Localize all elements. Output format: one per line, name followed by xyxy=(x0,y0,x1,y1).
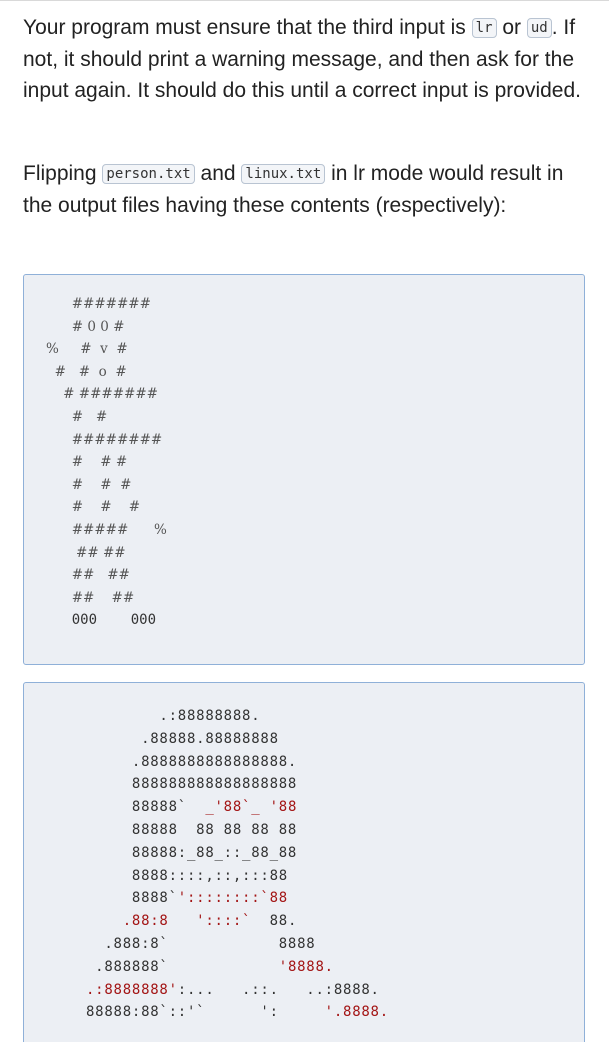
p2-text-b: and xyxy=(194,162,242,185)
linux-line-13b: :... .::. ..:8888. xyxy=(177,981,380,998)
linux-output-codeblock xyxy=(23,682,585,1042)
code-person-txt: person.txt xyxy=(102,164,194,184)
p2-text-a: Flipping xyxy=(23,162,103,185)
person-line-11: ##### % xyxy=(46,521,167,538)
person-line-14: ## ## xyxy=(46,589,135,606)
linux-line-5b: _'88`_ xyxy=(205,799,261,816)
code-linux-txt: linux.txt xyxy=(241,164,325,184)
linux-line-10a: .88:8 xyxy=(86,913,197,930)
linux-line-12a: .888888` xyxy=(86,958,279,975)
linux-line-6: 88888 88 88 88 88 xyxy=(86,821,298,838)
linux-line-14a: 88888:88`::'` ': xyxy=(86,1004,325,1021)
linux-line-9a: 8888` xyxy=(86,890,178,907)
person-line-9: # # # xyxy=(46,476,132,493)
linux-ascii-art xyxy=(86,705,389,1024)
person-line-13: ## ## xyxy=(46,567,130,584)
person-line-8: # # # xyxy=(46,454,128,471)
linux-line-8: 8888::::,::,:::88 xyxy=(86,867,288,884)
p1-text-b: or xyxy=(496,16,527,39)
linux-line-4: 888888888888888888 xyxy=(86,776,298,793)
person-line-6: # # xyxy=(46,408,108,425)
code-ud: ud xyxy=(527,18,552,38)
p2-text-c: in lr mode would result in the output files having these contents (respectively): xyxy=(23,162,564,217)
person-line-10: # # # xyxy=(46,499,141,516)
linux-line-2: .88888.88888888 xyxy=(86,730,279,747)
person-line-7: ######## xyxy=(46,431,163,448)
linux-line-14b: '.8888. xyxy=(324,1004,389,1021)
person-line-4: # # o # xyxy=(46,363,127,380)
person-line-15: 000 000 xyxy=(71,612,157,629)
person-output-codeblock xyxy=(23,274,585,665)
linux-line-11: .888:8` 8888 xyxy=(86,935,316,952)
linux-line-3: .8888888888888888. xyxy=(86,753,298,770)
person-ascii-art xyxy=(46,293,167,632)
linux-line-10b: '::::` xyxy=(196,913,252,930)
instruction-paragraph-1 xyxy=(23,12,583,106)
linux-line-5c: '88 xyxy=(260,799,298,816)
linux-line-7: 88888:_88_::_88_88 xyxy=(86,844,298,861)
linux-line-10c: 88. xyxy=(251,913,298,930)
linux-line-12b: '8888. xyxy=(278,958,334,975)
code-lr: lr xyxy=(472,18,497,38)
instruction-paragraph-2 xyxy=(23,158,583,221)
person-line-12: ## ## xyxy=(46,544,126,561)
person-line-1: ####### xyxy=(46,296,151,312)
linux-line-1: .:88888888. xyxy=(86,708,261,724)
person-line-2: # 0 0 # xyxy=(46,318,125,335)
p1-text-a: Your program must ensure that the third input is xyxy=(23,16,472,39)
linux-line-9b: '::::::::`88 xyxy=(177,890,288,907)
top-divider xyxy=(0,0,609,1)
p1-text-c: . If not, it should print a warning message, and then ask for the input again. It should do this until a correct input is provided. xyxy=(23,16,581,102)
person-line-5: # ####### xyxy=(46,386,158,403)
linux-line-5a: 88888` xyxy=(86,799,206,816)
linux-line-13a: .:8888888' xyxy=(86,981,178,998)
person-line-3: % # v # xyxy=(46,341,128,358)
